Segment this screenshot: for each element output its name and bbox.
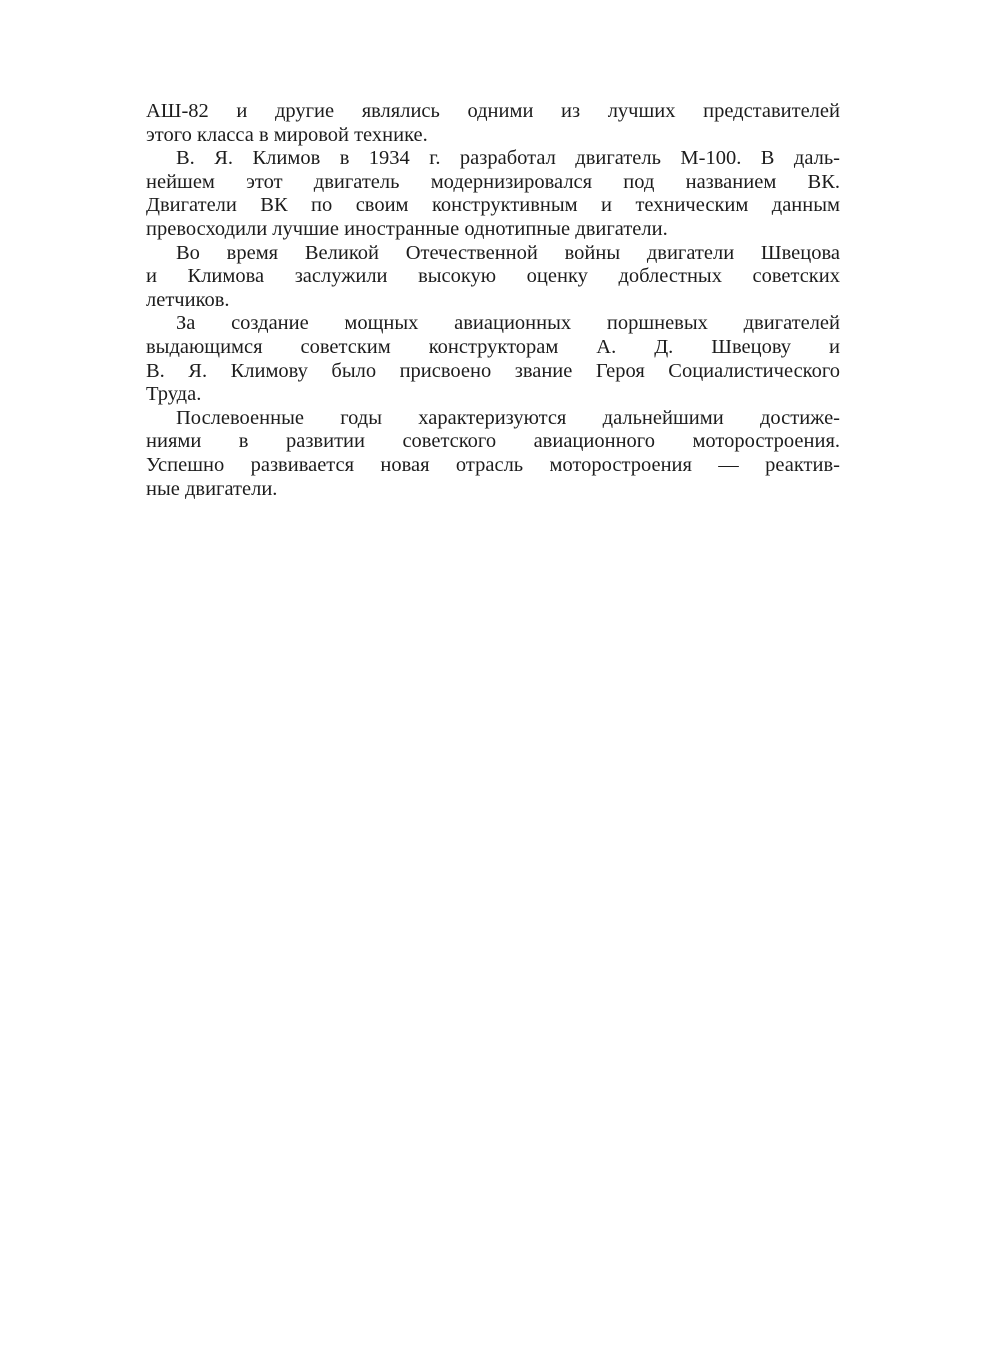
- text-line: и Климова заслужили высокую оценку доблестных советских: [146, 265, 840, 288]
- text-line: ниями в развитии советского авиационного моторостроения.: [146, 430, 840, 453]
- text-line: превосходили лучшие иностранные однотипные двигатели.: [146, 217, 668, 240]
- body-text: [146, 100, 840, 501]
- paragraph-1: [146, 100, 840, 147]
- text-line: выдающимся советским конструкторам А. Д. Швецову и: [146, 335, 840, 358]
- paragraph-4: [146, 312, 840, 406]
- text-line: этого класса в мировой технике.: [146, 123, 428, 146]
- text-line: В. Я. Климову было присвоено звание Героя Социалистического: [146, 359, 840, 382]
- text-line: АШ-82 и другие являлись одними из лучших представителей: [146, 100, 840, 122]
- paragraph-5: [146, 407, 840, 501]
- text-line: Успешно развивается новая отрасль моторостроения — реактив-: [146, 453, 840, 476]
- paragraph-2: [146, 147, 840, 241]
- text-line: нейшем этот двигатель модернизировался под названием ВК.: [146, 170, 840, 193]
- text-line: Двигатели ВК по своим конструктивным и техническим данным: [146, 194, 840, 217]
- text-line: За создание мощных авиационных поршневых двигателей: [176, 312, 840, 335]
- text-line: ные двигатели.: [146, 477, 278, 500]
- text-line: Труда.: [146, 383, 202, 406]
- text-line: Во время Великой Отечественной войны двигатели Швецова: [176, 241, 840, 264]
- text-line: летчиков.: [146, 288, 230, 311]
- text-line: Послевоенные годы характеризуются дальнейшими достиже-: [176, 406, 840, 429]
- text-line: В. Я. Климов в 1934 г. разработал двигатель М-100. В даль-: [176, 147, 840, 170]
- paragraph-3: [146, 242, 840, 313]
